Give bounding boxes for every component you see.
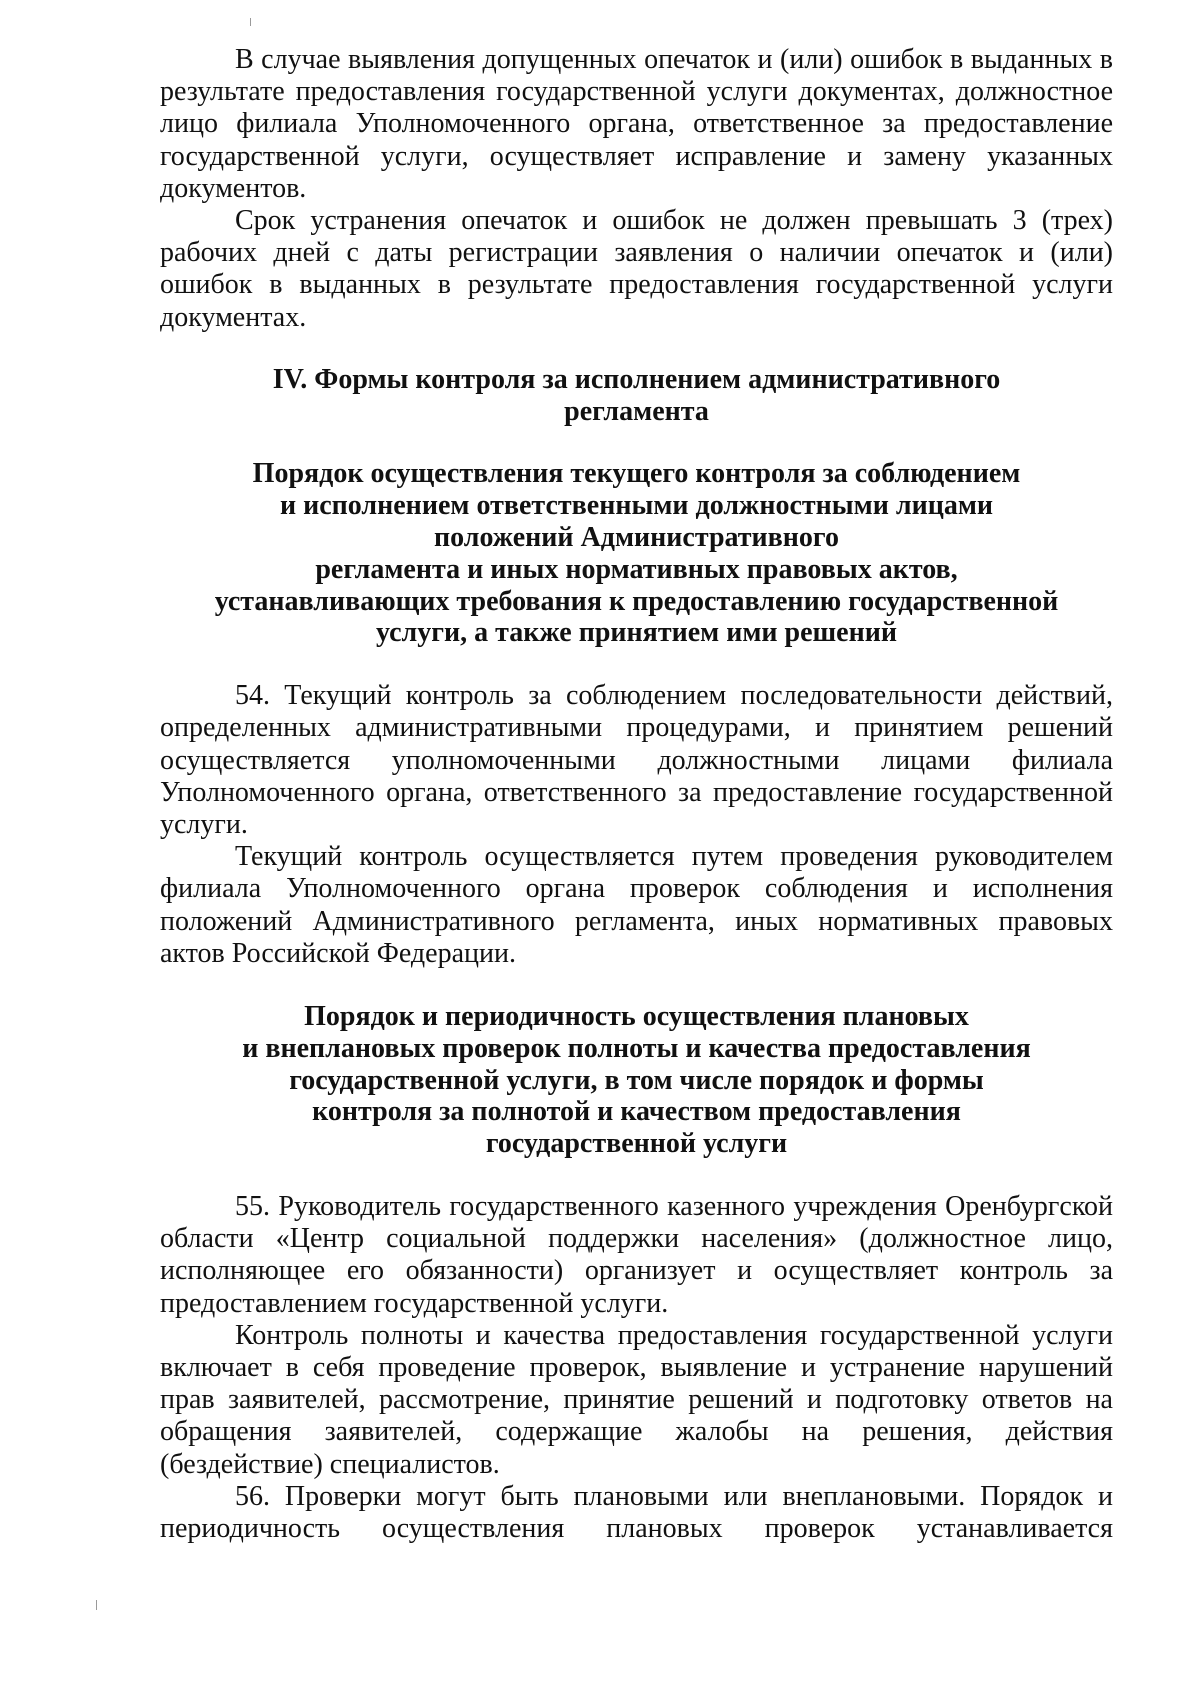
heading-line: устанавливающих требования к предоставлению государственной — [214, 585, 1059, 617]
section-title — [160, 364, 1113, 428]
heading-line: государственной услуги — [485, 1128, 788, 1160]
paragraph-55: 55. Руководитель государственного казенного учреждения Оренбургской области «Центр социальной поддержки населения» (должностное лицо, исполняющее его обязанности) организует и осуществляет контроль за предоставлением государственной услуги. — [160, 1191, 1113, 1319]
subsection-heading-current-control — [160, 458, 1113, 649]
heading-line: услуги, а также принятием ими решений — [375, 617, 898, 649]
paragraph-56: 56. Проверки могут быть плановыми или внеплановыми. Порядок и периодичность осуществления плановых проверок устанавливается — [160, 1480, 1113, 1545]
scan-mark-bottom — [96, 1600, 97, 1610]
scan-mark-top — [250, 18, 251, 26]
section-title-line: регламента — [564, 395, 709, 427]
heading-line: и исполнением ответственными должностными лицами — [279, 490, 994, 522]
section-title-line: IV. Формы контроля за исполнением административного — [272, 363, 1001, 395]
paragraph-54: 54. Текущий контроль за соблюдением последовательности действий, определенных административными процедурами, и принятием решений осуществляется уполномоченными должностными лицами филиала Уполномоченного органа, ответственного за предоставление государственной услуги. — [160, 680, 1113, 841]
paragraph-typos-deadline: Срок устранения опечаток и ошибок не должен превышать 3 (трех) рабочих дней с даты регистрации заявления о наличии опечаток и (или) ошибок в выданных в результате предоставления государственной услуги документах. — [160, 205, 1113, 333]
heading-line: государственной услуги, в том числе порядок и формы — [289, 1064, 984, 1096]
heading-line: Порядок осуществления текущего контроля за соблюдением — [252, 458, 1021, 490]
document-page — [160, 44, 1113, 1545]
heading-line: регламента и иных нормативных правовых актов, — [315, 553, 958, 585]
heading-line: Порядок и периодичность осуществления плановых — [304, 1001, 969, 1033]
heading-line: контроля за полнотой и качеством предоставления — [312, 1096, 961, 1128]
heading-line: и внеплановых проверок полноты и качества предоставления — [242, 1032, 1031, 1064]
heading-line: положений Административного — [434, 522, 839, 554]
subsection-heading-inspections — [160, 1001, 1113, 1160]
paragraph-current-control: Текущий контроль осуществляется путем проведения руководителем филиала Уполномоченного органа проверок соблюдения и исполнения положений Административного регламента, иных нормативных правовых актов Российской Федерации. — [160, 841, 1113, 969]
paragraph-typos-correction: В случае выявления допущенных опечаток и (или) ошибок в выданных в результате предоставления государственной услуги документах, должностное лицо филиала Уполномоченного органа, ответственное за предоставление государственной услуги, осуществляет исправление и замену указанных документов. — [160, 44, 1113, 204]
paragraph-quality-control: Контроль полноты и качества предоставления государственной услуги включает в себя проведение проверок, выявление и устранение нарушений прав заявителей, рассмотрение, принятие решений и подготовку ответов на обращения заявителей, содержащие жалобы на решения, действия (бездействие) специалистов. — [160, 1319, 1113, 1480]
